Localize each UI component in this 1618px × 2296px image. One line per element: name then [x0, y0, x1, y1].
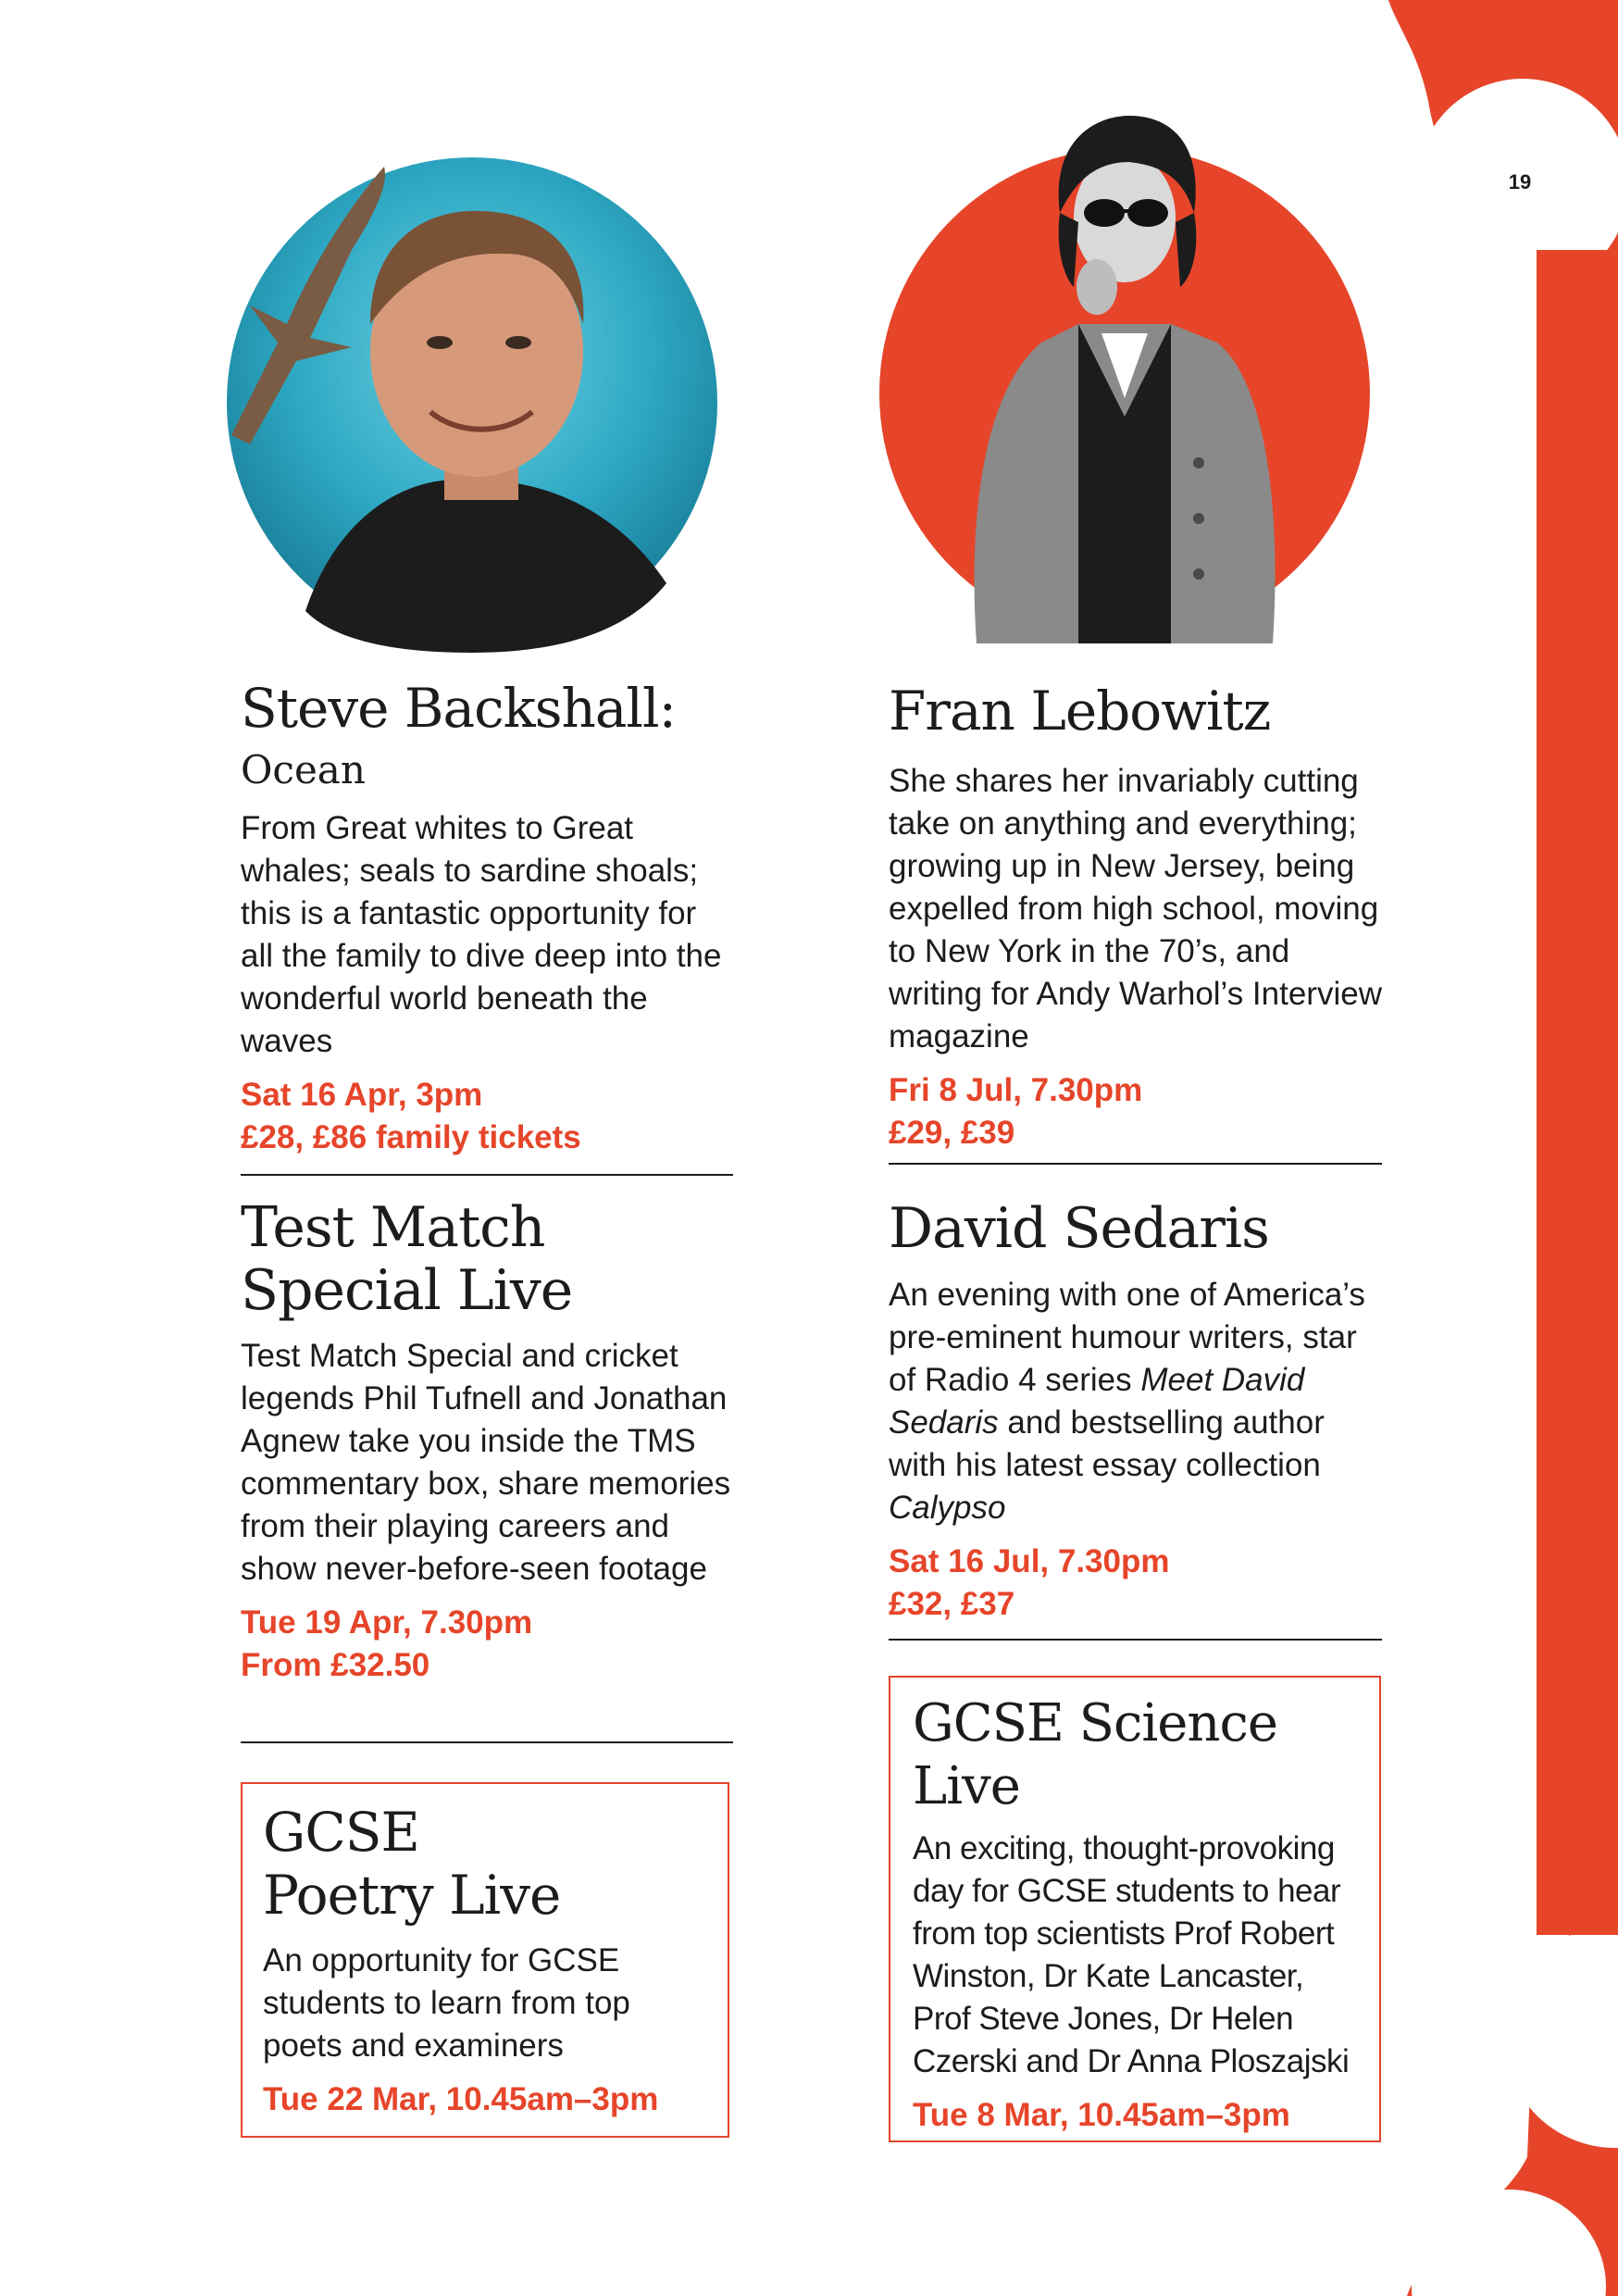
event-date: Sat 16 Apr, 3pm [241, 1077, 483, 1113]
event-date: Tue 19 Apr, 7.30pm [241, 1604, 533, 1641]
event-title-line-1: Test Match [241, 1195, 545, 1260]
event-title-line-1: GCSE [263, 1801, 419, 1864]
description-text: An evening with one of America’s pre-eminent humour writers, star of Radio 4 series [889, 1277, 1365, 1398]
event-fran-lebowitz [889, 679, 1384, 1154]
event-price: £28, £86 family tickets [241, 1119, 581, 1155]
event-price: £29, £39 [889, 1115, 1015, 1151]
event-title: GCSE Science Live [913, 1693, 1277, 1816]
event-david-sedaris [889, 1196, 1388, 1626]
divider [241, 1741, 733, 1743]
event-date: Sat 16 Jul, 7.30pm [889, 1543, 1170, 1579]
book-title: Calypso [889, 1490, 1006, 1526]
event-date: Fri 8 Jul, 7.30pm [889, 1072, 1143, 1108]
event-test-match-special-live [241, 1196, 736, 1687]
event-steve-backshall [241, 676, 731, 1159]
event-description [889, 1274, 1388, 1529]
event-price: From £32.50 [241, 1647, 430, 1683]
event-title: David Sedaris [889, 1196, 1269, 1261]
event-title: Steve Backshall: [241, 677, 677, 740]
divider [889, 1163, 1382, 1165]
event-gcse-poetry-live [241, 1782, 729, 2138]
fran-lebowitz-portrait [865, 111, 1384, 643]
description-text: and bestselling author with his latest essay collection [889, 1404, 1325, 1483]
divider [241, 1174, 733, 1176]
divider [889, 1639, 1382, 1641]
event-title-line-2: Special Live [241, 1258, 573, 1323]
steve-backshall-portrait [194, 148, 722, 657]
event-price: £32, £37 [889, 1586, 1015, 1622]
event-title [263, 1801, 707, 1927]
event-date: Tue 22 Mar, 10.45am–3pm [263, 2081, 659, 2117]
event-title-line-2: Poetry Live [263, 1864, 561, 1927]
event-description: Test Match Special and cricket legends Phil Tufnell and Jonathan Agnew take you inside the TMS commentary box, share memories from their playing careers and show never-before-seen footage [241, 1338, 731, 1587]
event-date: Tue 8 Mar, 10.45am–3pm [913, 2097, 1290, 2133]
event-description: From Great whites to Great whales; seals to sardine shoals; this is a fantastic opportunity for all the family to dive deep into the wonderful world beneath the waves [241, 810, 722, 1059]
event-description: An opportunity for GCSE students to learn from top poets and examiners [263, 1942, 630, 2064]
event-subtitle: Ocean [241, 747, 366, 792]
event-title [241, 1196, 736, 1322]
event-description: An exciting, thought-provoking day for GCSE students to hear from top scientists Prof Robert Winston, Dr Kate Lancaster, Prof Steve Jones, Dr Helen Czerski and Dr Anna Ploszajski [913, 1830, 1350, 2079]
event-title: Fran Lebowitz [889, 680, 1271, 742]
event-description: She shares her invariably cutting take on anything and everything; growing up in New Jersey, being expelled from high school, moving to New York in the 70’s, and writing for Andy Warhol’s Interview magazine [889, 763, 1382, 1054]
event-gcse-science-live [889, 1676, 1381, 2142]
page-number: 19 [1508, 170, 1532, 193]
show-title: Meet David Sedaris [889, 1362, 1305, 1441]
